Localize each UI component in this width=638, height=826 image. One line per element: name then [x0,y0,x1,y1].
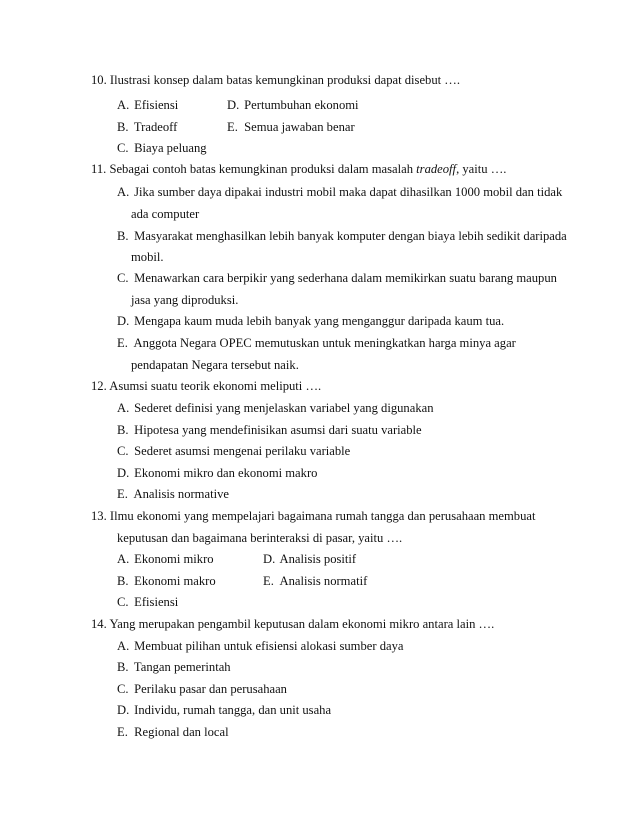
option-text: Masyarakat menghasilkan lebih banyak komputer dengan biaya lebih sedikit daripada [134,229,567,243]
option-12-d [117,465,317,481]
option-text: Efisiensi [134,98,179,112]
option-label: C. [117,682,129,696]
option-14-e [117,724,229,740]
option-11-e [117,335,516,351]
option-13-a [117,551,214,567]
option-label: E. [117,487,128,501]
option-14-b [117,659,231,675]
option-13-d [263,551,356,567]
option-text: Sederet definisi yang menjelaskan variabel yang digunakan [134,401,434,415]
option-text: Regional dan local [134,725,229,739]
option-label: E. [117,725,128,739]
question-number: 13. [91,509,107,523]
option-label: C. [117,595,129,609]
option-10-e [227,119,355,135]
option-text: Ekonomi mikro [134,552,214,566]
option-label: D. [117,466,130,480]
option-label: D. [117,314,130,328]
question-13 [91,508,536,524]
option-text: Perilaku pasar dan perusahaan [134,682,287,696]
option-12-b [117,422,422,438]
option-text: Analisis normatif [279,574,368,588]
option-10-d [227,97,359,113]
option-text: Ekonomi mikro dan ekonomi makro [134,466,318,480]
option-10-b [117,119,177,135]
question-text: Asumsi suatu teorik ekonomi meliputi …. [109,379,322,393]
option-text: Biaya peluang [134,141,207,155]
option-text: Pertumbuhan ekonomi [244,98,359,112]
option-label: B. [117,574,129,588]
option-13-c [117,594,178,610]
option-11-d [117,313,504,329]
question-text: Yang merupakan pengambil keputusan dalam ekonomi mikro antara lain …. [109,617,495,631]
option-label: E. [227,120,238,134]
question-12 [91,378,321,394]
option-11-c [117,270,557,286]
option-text: Anggota Negara OPEC memutuskan untuk meningkatkan harga minya agar [133,336,516,350]
option-label: B. [117,660,129,674]
option-14-d [117,702,331,718]
option-label: D. [227,98,240,112]
option-label: D. [117,703,130,717]
question-number: 14. [91,617,107,631]
option-14-a [117,638,403,654]
question-14 [91,616,494,632]
option-text: Individu, rumah tangga, dan unit usaha [134,703,332,717]
option-label: A. [117,552,130,566]
option-text: Tangan pemerintah [133,660,231,674]
option-text: Membuat pilihan untuk efisiensi alokasi sumber daya [134,639,404,653]
option-label: C. [117,141,129,155]
option-13-e [263,573,367,589]
question-11 [91,161,506,177]
option-10-a [117,97,178,113]
option-label: A. [117,98,130,112]
option-text: Analisis normative [133,487,229,501]
option-label: D. [263,552,276,566]
option-text: Jika sumber daya dipakai industri mobil maka dapat dihasilkan 1000 mobil dan tidak [134,185,563,199]
option-10-c [117,140,207,156]
question-text-start: Sebagai contoh batas kemungkinan produksi dalam masalah [109,162,417,176]
question-text-end: , yaitu …. [456,162,507,176]
option-text: Sederet asumsi mengenai perilaku variable [134,444,351,458]
option-14-c [117,681,287,697]
option-11-a-continuation: ada computer [131,207,200,221]
option-label: C. [117,444,129,458]
question-10 [91,72,460,88]
question-number: 12. [91,379,107,393]
question-text-italic: tradeoff [416,162,457,176]
option-text: Mengapa kaum muda lebih banyak yang menganggur daripada kaum tua. [134,314,505,328]
question-text: Ilustrasi konsep dalam batas kemungkinan produksi dapat disebut …. [109,73,461,87]
option-11-a [117,184,562,200]
option-text: Hipotesa yang mendefinisikan asumsi dari suatu variable [134,423,422,437]
option-label: A. [117,401,130,415]
option-label: C. [117,271,129,285]
option-12-e [117,486,229,502]
option-13-b [117,573,216,589]
question-text [109,162,506,176]
option-label: B. [117,423,129,437]
option-11-c-continuation: jasa yang diproduksi. [131,293,239,307]
option-label: E. [117,336,128,350]
option-text: Analisis positif [279,552,357,566]
option-11-e-continuation: pendapatan Negara tersebut naik. [131,358,299,372]
option-label: E. [263,574,274,588]
option-11-b [117,228,567,244]
option-text: Menawarkan cara berpikir yang sederhana dalam memikirkan suatu barang maupun [134,271,557,285]
option-11-b-continuation: mobil. [131,250,164,264]
option-label: B. [117,229,129,243]
option-text: Efisiensi [134,595,179,609]
question-number: 11. [91,162,107,176]
option-label: B. [117,120,129,134]
option-12-a [117,400,434,416]
option-label: A. [117,639,130,653]
option-12-c [117,443,350,459]
option-label: A. [117,185,130,199]
option-text: Semua jawaban benar [244,120,355,134]
question-number: 10. [91,73,107,87]
question-text: Ilmu ekonomi yang mempelajari bagaimana rumah tangga dan perusahaan membuat [109,509,536,523]
option-text: Tradeoff [133,120,178,134]
option-text: Ekonomi makro [134,574,216,588]
question-13-continuation: keputusan dan bagaimana berinteraksi di pasar, yaitu …. [117,531,403,545]
